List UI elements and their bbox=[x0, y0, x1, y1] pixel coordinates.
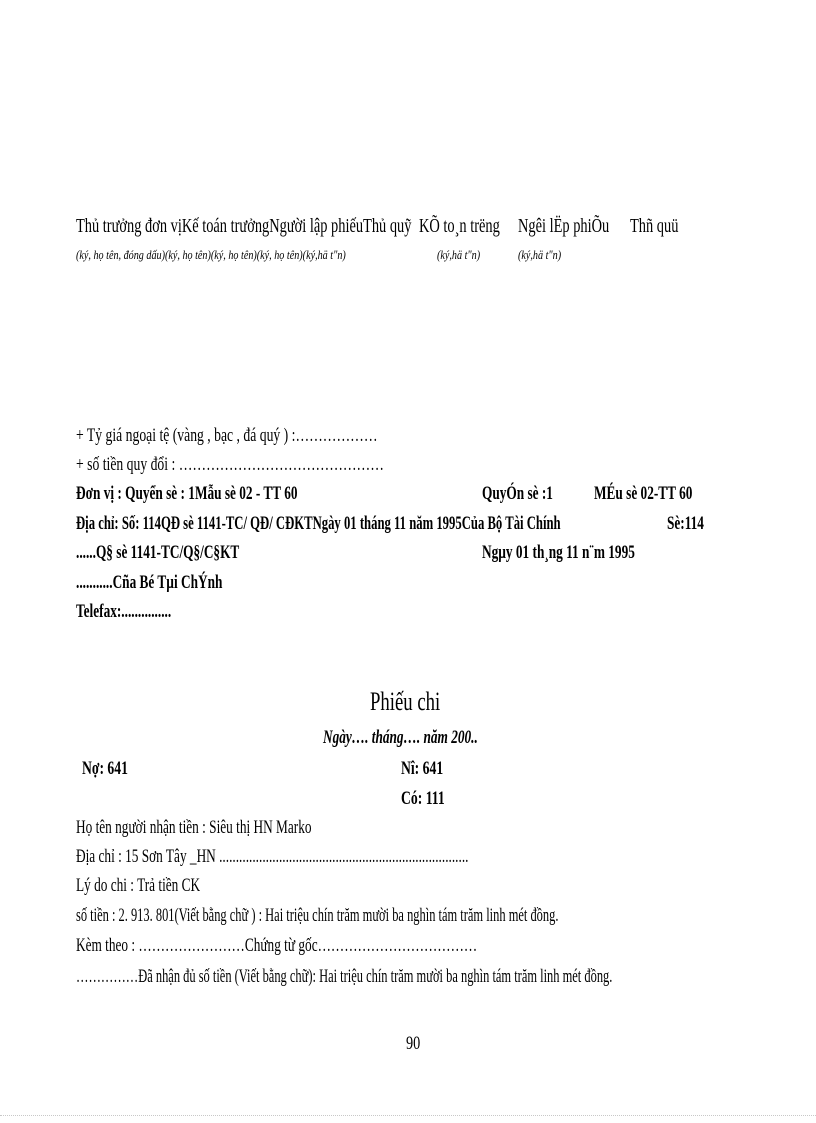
note-3: (ký, họ tên) bbox=[210, 247, 257, 262]
decision-line: ......Q§ sè 1141-TC/Q§/C§KT bbox=[76, 542, 240, 563]
ministry-line: ...........Cña Bé Tµi ChÝnh bbox=[76, 572, 223, 593]
reason-line: Lý do chi : Trả tiền CK bbox=[76, 875, 201, 896]
role-unit-head: Thủ trưởng đơn vị bbox=[76, 215, 182, 237]
debit-account: Nợ: 641 bbox=[82, 758, 128, 779]
book-number-right: QuyÓn sè :1 bbox=[482, 483, 553, 504]
note-5: (ký,hä t"n) bbox=[302, 247, 346, 262]
amount-line: số tiền : 2. 913. 801(Viết bằng chữ ) : Hai triệu chín trăm mười ba nghìn tám trăm linh mét đồng. bbox=[76, 905, 559, 926]
garbled-role-preparer: Ngêi lËp phiÕu bbox=[518, 215, 610, 237]
note-2: (ký, họ tên) bbox=[164, 247, 211, 262]
voucher-title: Phiếu chi bbox=[370, 687, 441, 716]
role-preparer: Người lập phiếu bbox=[269, 215, 364, 237]
address-line: Địa chỉ: Số: 114QĐ sè 1141-TC/ QĐ/ CĐKTNgày 01 tháng 11 năm 1995Của Bộ Tài Chính bbox=[76, 513, 561, 534]
received-amount-line: ……………Đã nhận đủ số tiền (Viết bằng chữ): Hai triệu chín trăm mười ba nghìn tám trăm linh mét đồng. bbox=[76, 966, 613, 987]
unit-line: Đơn vị : Quyển sè : 1Mẫu sè 02 - TT 60 bbox=[76, 483, 298, 504]
garbled-role-cashier: Thñ quü bbox=[630, 215, 679, 237]
page-bottom-border bbox=[0, 1115, 816, 1116]
garbled-note-1: (ký,hä t"n) bbox=[437, 247, 481, 262]
note-4: (ký, họ tên) bbox=[256, 247, 303, 262]
page-number: 90 bbox=[406, 1033, 421, 1054]
form-number-right: MÉu sè 02-TT 60 bbox=[594, 483, 693, 504]
garbled-note-2: (ký,hä t"n) bbox=[518, 247, 562, 262]
voucher-date: Ngày…. tháng…. năm 200.. bbox=[323, 727, 478, 748]
recipient-address-line: Địa chỉ : 15 Sơn Tây _HN ........................................................................... bbox=[76, 846, 469, 867]
role-cashier: Thủ quỹ bbox=[363, 215, 412, 237]
recipient-line: Họ tên người nhận tiền : Siêu thị HN Marko bbox=[76, 817, 312, 838]
debit-account-garbled: Nî: 641 bbox=[401, 758, 444, 779]
garbled-role-chief-accountant: KÕ to¸n trëng bbox=[419, 215, 500, 237]
credit-account: Có: 111 bbox=[401, 788, 445, 809]
note-1: (ký, họ tên, đóng dấu) bbox=[76, 247, 165, 262]
number-right: Sè:114 bbox=[667, 513, 704, 534]
attached-documents-line: Kèm theo : ……………………Chứng từ gốc……………………………… bbox=[76, 935, 478, 956]
converted-amount-line: + số tiền quy đổi : ……………………………………… bbox=[76, 454, 384, 475]
exchange-rate-line: + Tỷ giá ngoại tệ (vàng , bạc , đá quý ) :……………… bbox=[76, 425, 378, 446]
decision-date-right: Ngµy 01 th¸ng 11 n¨m 1995 bbox=[482, 542, 635, 563]
signature-notes-row bbox=[76, 248, 422, 261]
telefax-line: Telefax:............... bbox=[76, 601, 172, 622]
role-chief-accountant: Kế toán trưởng bbox=[181, 215, 270, 237]
